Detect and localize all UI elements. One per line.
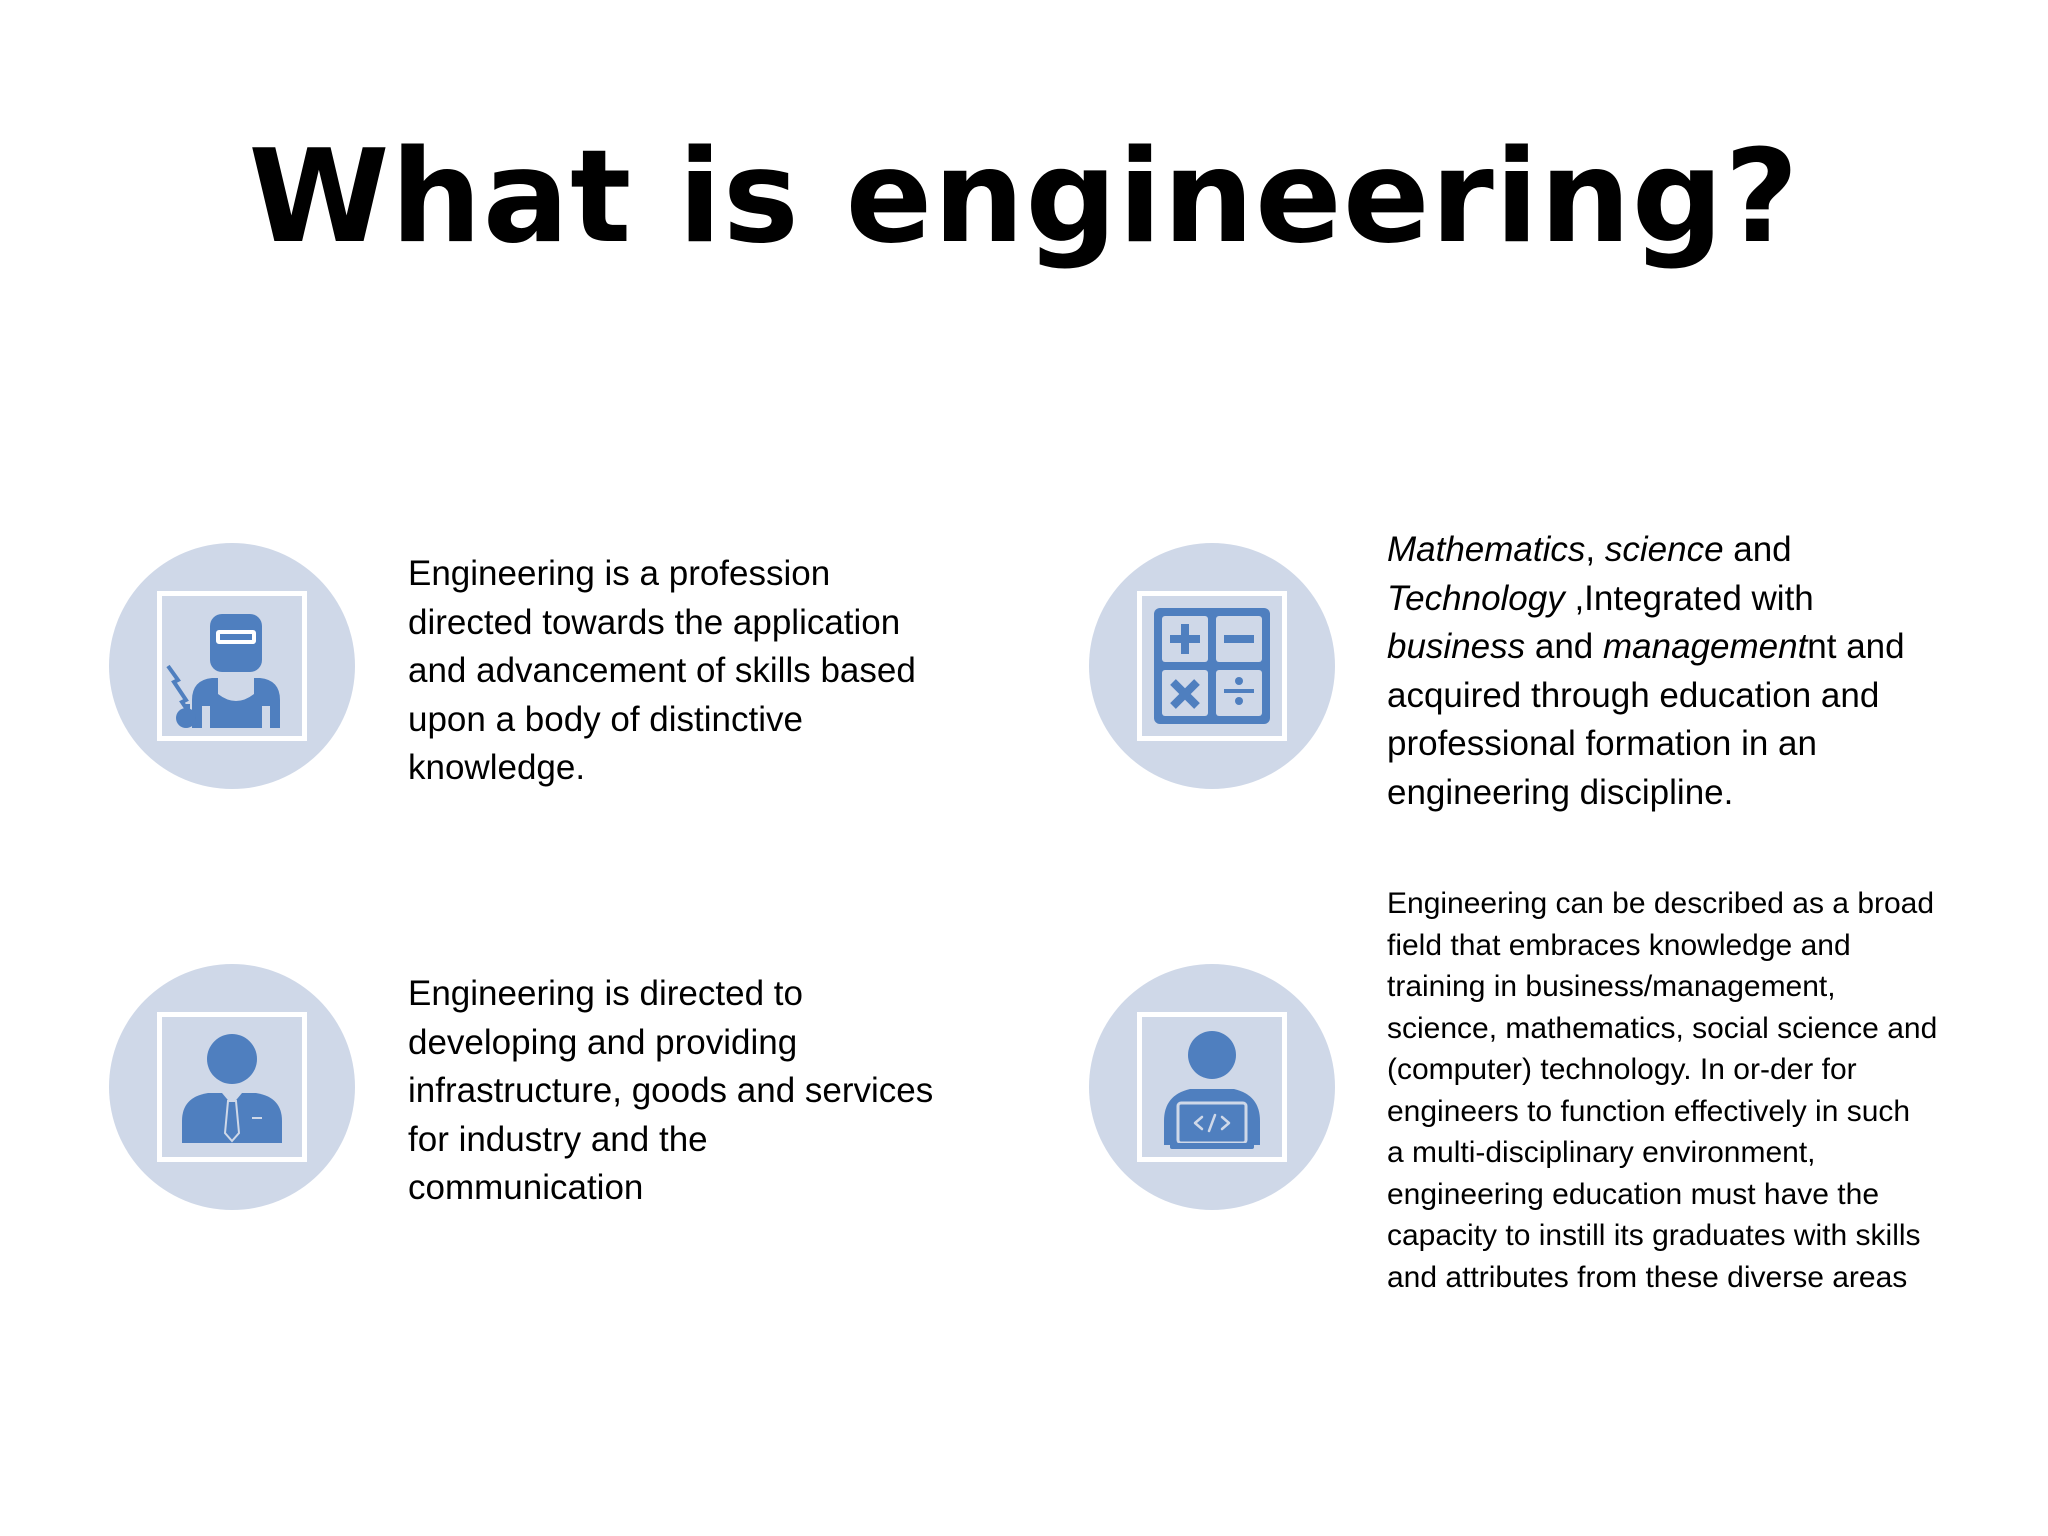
calculator-icon bbox=[1142, 596, 1282, 736]
emphasis: management bbox=[1603, 627, 1808, 666]
text-line: a multi-disciplinary environment, bbox=[1387, 1136, 1816, 1169]
slide-title: What is engineering? bbox=[248, 123, 1800, 272]
text-line: field that embraces knowledge and bbox=[1387, 928, 1851, 962]
text-line: and attributes from these diverse areas bbox=[1387, 1260, 1908, 1294]
broad-field-text bbox=[1387, 883, 1937, 1298]
text-line: engineering discipline. bbox=[1387, 772, 1734, 812]
programmer-icon bbox=[1142, 1017, 1282, 1157]
welder-icon bbox=[162, 596, 302, 736]
icon-frame bbox=[157, 1012, 307, 1162]
text-line bbox=[1387, 526, 1905, 575]
text-line: (computer) technology. In or-der for bbox=[1387, 1053, 1857, 1086]
emphasis: Mathematics bbox=[1387, 530, 1586, 569]
text-line: communication bbox=[408, 1168, 644, 1207]
infrastructure-text bbox=[408, 970, 933, 1213]
text-line bbox=[1387, 575, 1905, 624]
text-line: science, mathematics, social science and bbox=[1387, 1011, 1938, 1045]
text-line: for industry and the bbox=[408, 1119, 708, 1159]
icon-frame bbox=[1137, 1012, 1287, 1162]
text-run: , bbox=[1585, 530, 1605, 569]
profession-text bbox=[408, 550, 916, 793]
businessman-icon bbox=[162, 1017, 302, 1157]
text-run: and bbox=[1723, 530, 1792, 569]
text-run: nt and bbox=[1807, 627, 1905, 666]
text-line: Engineering is a profession bbox=[408, 554, 831, 593]
emphasis: science bbox=[1604, 530, 1724, 569]
text-line: directed towards the application bbox=[408, 602, 901, 642]
text-line: engineers to function effectively in such bbox=[1387, 1094, 1911, 1128]
icon-frame bbox=[157, 591, 307, 741]
programmer-icon-badge bbox=[1089, 964, 1335, 1210]
text-run: ,Integrated with bbox=[1564, 578, 1814, 618]
text-line: engineering education must have the bbox=[1387, 1177, 1880, 1211]
text-line bbox=[1387, 623, 1905, 672]
icon-frame bbox=[1137, 591, 1287, 741]
text-line: knowledge. bbox=[408, 748, 586, 787]
text-line: developing and providing bbox=[408, 1022, 798, 1062]
text-line: acquired through education and bbox=[1387, 675, 1880, 715]
text-line: Engineering is directed to bbox=[408, 974, 803, 1013]
text-line: capacity to instill its graduates with skills bbox=[1387, 1219, 1921, 1252]
text-run: and bbox=[1525, 627, 1603, 666]
emphasis: Technology bbox=[1387, 578, 1565, 618]
text-line: and advancement of skills based bbox=[408, 651, 916, 690]
text-line: professional formation in an bbox=[1387, 724, 1817, 763]
definition-text bbox=[1387, 526, 1905, 817]
emphasis: business bbox=[1387, 627, 1526, 666]
text-line: infrastructure, goods and services bbox=[408, 1071, 934, 1110]
text-line: upon a body of distinctive bbox=[408, 699, 803, 739]
calculator-icon-badge bbox=[1089, 543, 1335, 789]
businessman-icon-badge bbox=[109, 964, 355, 1210]
text-line: training in business/management, bbox=[1387, 970, 1836, 1003]
text-line: Engineering can be described as a broad bbox=[1387, 887, 1935, 920]
welder-icon-badge bbox=[109, 543, 355, 789]
